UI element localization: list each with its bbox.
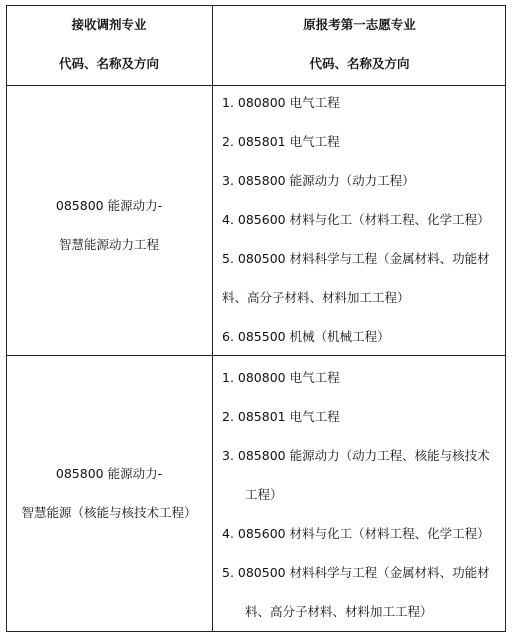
row2-item: 5. 080500 材料科学与工程（金属材料、功能材: [222, 565, 490, 580]
row2-target-line2: 智慧能源（核能与核技术工程）: [21, 505, 197, 520]
row-divider: [6, 355, 506, 356]
row2-item: 4. 085600 材料与化工（材料工程、化学工程）: [222, 526, 490, 541]
table-border-top: [6, 5, 506, 6]
row1-target-line1: 085800 能源动力-: [55, 198, 163, 213]
row1-item: 3. 085800 能源动力（动力工程）: [222, 173, 415, 188]
row1-item: 2. 085801 电气工程: [222, 134, 340, 149]
row2-target-line1: 085800 能源动力-: [55, 466, 163, 481]
row2-item: 3. 085800 能源动力（动力工程、核能与核技术: [222, 448, 490, 463]
row1-item: 6. 085500 机械（机械工程）: [222, 329, 390, 344]
header-origin-subtitle: 代码、名称及方向: [309, 56, 410, 71]
row1-item: 5. 080500 材料科学与工程（金属材料、功能材: [222, 251, 490, 266]
header-divider: [6, 85, 506, 86]
row2-item: 1. 080800 电气工程: [222, 370, 340, 385]
row1-item: 4. 085600 材料与化工（材料工程、化学工程）: [222, 212, 490, 227]
row2-item-continuation: 工程）: [245, 487, 283, 502]
column-divider: [212, 5, 213, 632]
header-origin-title: 原报考第一志愿专业: [303, 17, 416, 32]
header-target-title: 接收调剂专业: [71, 17, 147, 32]
table-border-left: [6, 5, 7, 632]
header-target-subtitle: 代码、名称及方向: [58, 56, 159, 71]
row1-item-continuation: 料、高分子材料、材料加工工程）: [222, 290, 410, 305]
row2-item-continuation: 料、高分子材料、材料加工工程）: [245, 604, 433, 619]
table-border-bottom: [6, 631, 506, 632]
row1-item: 1. 080800 电气工程: [222, 95, 340, 110]
row2-item: 2. 085801 电气工程: [222, 409, 340, 424]
row1-target-line2: 智慧能源动力工程: [58, 237, 159, 252]
table-border-right: [505, 5, 506, 632]
